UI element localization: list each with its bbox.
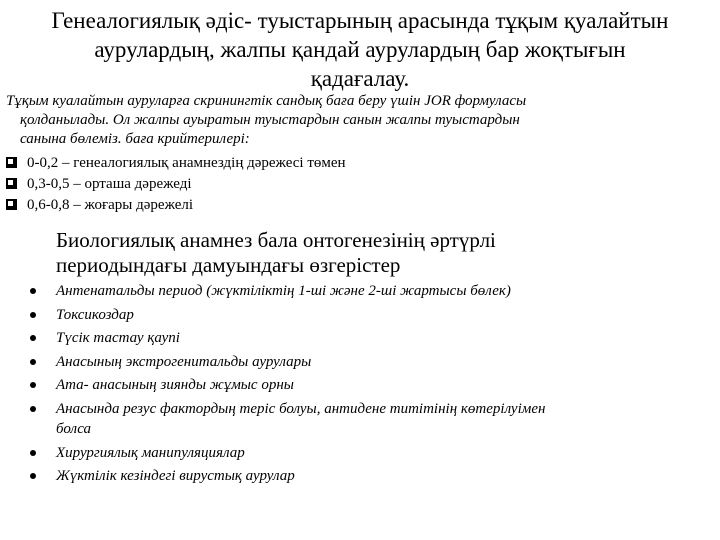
list-item — [30, 281, 545, 301]
list-item — [30, 443, 545, 463]
bullet-icon — [30, 288, 36, 294]
list-item-text: Жүктілік кезіндегі вирустық аурулар — [56, 468, 295, 485]
list-item-text: Анасының экстрогенитальды аурулары — [56, 353, 312, 370]
title-line: Генеалогиялық әдіс- туыстарының арасында тұқым қуалайтын — [51, 8, 669, 33]
section-heading — [56, 228, 696, 278]
section-heading-line: периодындағы дамуындағы өзгерістер — [56, 253, 401, 277]
list-item-text: Антенатальды период (жүктіліктің 1-ші және 2-ші жартысы бөлек) — [56, 283, 511, 299]
intro-paragraph — [6, 92, 676, 149]
list-item-text-continued: болса — [56, 420, 91, 437]
bullet-icon — [30, 382, 36, 388]
bullet-icon — [30, 473, 36, 479]
criteria-item — [6, 152, 346, 173]
list-item-text: Хирургиялық манипуляциялар — [56, 444, 245, 461]
list-item-text: Түсік тастау қаупі — [56, 330, 180, 347]
criteria-list — [6, 152, 346, 215]
list-item-text: Ата- анасының зиянды жұмыс орны — [56, 377, 294, 394]
list-item — [30, 399, 545, 439]
criteria-item — [6, 173, 346, 194]
bullet-icon — [30, 359, 36, 365]
criteria-text: 0,6-0,8 – жоғары дәрежелі — [27, 196, 194, 213]
intro-line: қолданылады. Ол жалпы ауыратын туыстардын санын жалпы туыстардын — [20, 112, 520, 128]
criteria-item — [6, 194, 346, 215]
list-item — [30, 305, 545, 325]
criteria-text: 0,3-0,5 – орташа дәрежеді — [27, 175, 192, 192]
square-bullet-icon — [6, 157, 17, 168]
intro-line: санына бөлеміз. баға крийтерилері: — [20, 131, 250, 147]
bullet-icon — [30, 450, 36, 456]
square-bullet-icon — [6, 199, 17, 210]
title-line: қадағалау. — [310, 66, 410, 91]
list-item — [30, 328, 545, 348]
bullet-icon — [30, 312, 36, 318]
bullet-icon — [30, 335, 36, 341]
anamnesis-list — [30, 281, 545, 490]
section-heading-line: Биологиялық анамнез бала онтогенезінің әртүрлі — [56, 228, 496, 252]
title-line: аурулардың, жалпы қандай аурулардың бар жоқтығын — [94, 37, 626, 62]
intro-line: Тұқым куалайтын ауруларға скринингтік сандық баға беру үшін JOR формуласы — [6, 93, 527, 109]
slide-title — [20, 6, 700, 93]
list-item-text: Токсикоздар — [56, 306, 134, 323]
list-item — [30, 352, 545, 372]
bullet-icon — [30, 406, 36, 412]
criteria-text: 0-0,2 – генеалогиялық анамнездің дәрежесі төмен — [27, 154, 346, 171]
list-item-text: Анасында резус фактордың теріс болуы, антидене титітінің көтерілуімен — [56, 400, 546, 417]
list-item — [30, 466, 545, 486]
square-bullet-icon — [6, 178, 17, 189]
list-item — [30, 375, 545, 395]
